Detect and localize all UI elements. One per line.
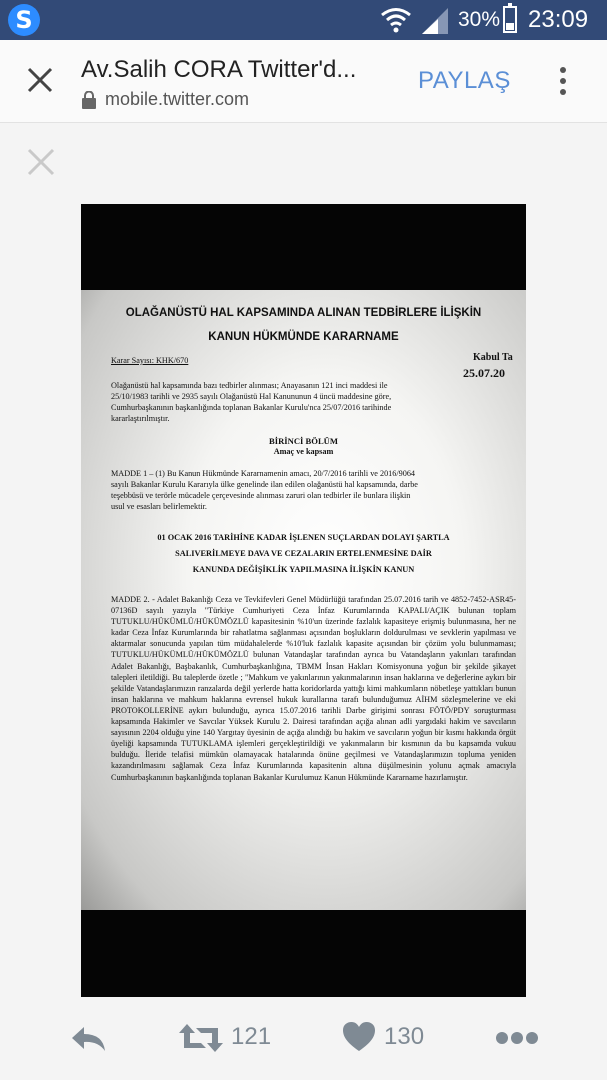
doc-madde1-2: sayılı Bakanlar Kurulu Kararıyla ülke genelinde ilan edilen olağanüstü hal kapsamında, darbe xyxy=(111,480,418,489)
doc-accept-date: 25.07.20 xyxy=(463,366,505,380)
battery-icon xyxy=(503,6,517,33)
browser-toolbar xyxy=(0,40,607,123)
doc-heading-1: OLAĞANÜSTÜ HAL KAPSAMINDA ALINAN TEDBİRLERE İLİŞKİN xyxy=(125,307,482,319)
heart-icon[interactable] xyxy=(342,1021,376,1053)
doc-intro-3: Cumhurbaşkanının başkanlığında toplanan Bakanlar Kurulu'nca 25/07/2016 tarihinde xyxy=(111,403,392,412)
share-button[interactable]: PAYLAŞ xyxy=(418,67,511,94)
retweet-icon[interactable] xyxy=(178,1022,224,1054)
signal-icon xyxy=(420,8,450,34)
clock: 23:09 xyxy=(528,6,589,33)
close-media-icon[interactable] xyxy=(27,148,55,176)
app-notification-icon: S xyxy=(8,4,40,36)
page-title: Av.Salih CORA Twitter'd... xyxy=(81,56,357,83)
wifi-icon xyxy=(380,6,412,34)
page-url: mobile.twitter.com xyxy=(105,89,250,109)
more-vert-icon[interactable] xyxy=(553,66,573,96)
doc-madde1-3: teşebbüsü ve terörle mücadele çerçevesinde alınması zaruri olan tedbirler ile bunlara ilişkin xyxy=(111,491,411,500)
doc-section-title: BİRİNCİ BÖLÜM xyxy=(269,436,338,446)
doc-decree-no: Karar Sayısı: KHK/670 xyxy=(111,356,189,365)
tweet-actions xyxy=(0,1005,607,1075)
like-count: 130 xyxy=(384,1023,425,1050)
doc-section-subtitle: Amaç ve kapsam xyxy=(273,447,334,456)
doc-heading-2: KANUN HÜKMÜNDE KARARNAME xyxy=(208,331,399,343)
status-bar xyxy=(0,0,607,40)
doc-madde1-1: MADDE 1 – (1) Bu Kanun Hükmünde Kararnamenin amacı, 20/7/2016 tarihli ve 2016/9064 xyxy=(111,469,416,478)
document-image xyxy=(81,290,526,910)
lock-icon xyxy=(81,91,97,109)
retweet-count: 121 xyxy=(231,1023,272,1050)
tweet-photo[interactable] xyxy=(81,204,526,997)
doc-intro-4: kararlaştırılmıştır. xyxy=(111,414,170,423)
doc-intro-2: 25/10/1983 tarihli ve 2935 sayılı Olağanüstü Hal Kanununun 4 üncü maddesine göre, xyxy=(111,392,392,401)
doc-title2-1: 01 OCAK 2016 TARİHİNE KADAR İŞLENEN SUÇLARDAN DOLAYI ŞARTLA xyxy=(157,533,450,542)
close-icon[interactable] xyxy=(26,66,54,94)
doc-intro-1: Olağanüstü hal kapsamında bazı tedbirler alınması; Anayasanın 121 inci maddesi ile xyxy=(111,381,388,390)
reply-icon[interactable] xyxy=(70,1025,108,1053)
doc-title2-2: SALIVERİLMEYE DAVA VE CEZALARIN ERTELENMESİNE DAİR xyxy=(175,549,432,558)
more-horiz-icon[interactable] xyxy=(495,1031,539,1045)
doc-title2-3: KANUNDA DEĞİŞİKLİK YAPILMASINA İLİŞKİN KANUN xyxy=(192,565,415,574)
doc-madde2-paragraph: MADDE 2. - Adalet Bakanlığı Ceza ve Tevkifevleri Genel Müdürlüğü tarafından 25.07.2016 tarih ve 4852-7452-ASR45-07136D sayılı yazıyla "Türkiye Cumhuriyeti Ceza İnfaz Kurumlarında KAPALI/AÇIK bulunan toplam TUTUKLU/HÜKÜMLÜ/HÜKÜMÖZLÜ kapasitesinin %10'un üzerinde fazlalık kapasiteye erişmiş bulunmasına, her ne kadar Ceza İnfaz Kurumlarında bir rahatlatma sağlanması açısından boşlukların doldurulması ve sevklerin yapılması ve aktarmalar sonucunda yapılan tüm müdahalelerde %10'luk fazlalık kapasite açısından bir çözüm yolu bulunmaması; TUTUKLU/HÜKÜMLÜ/HÜKÜMÖZLÜ bulunan Vatandaşlar tarafından ayrıca bu Vatandaşların yakınları tarafından Adalet Bakanlığı, Başbakanlık, Cumhurbaşkanlığına, TBMM İnsan Hakları Komisyonuna yoğun bir şekilde şikayet talepleri iletildiği. Bu taleplerde özetle ; "Mahkum ve yakınlarının yakınmalarının insan haklarına ve değerlerine aykırı bir şekilde Vatandaşlarımızın ranzalarda değil yerlerde hatta koridorlarda yattığı kimi mahkumların nöbetleşe yattıkları bunun insan haklarına ve mahkum haklarına evrensel hukuk kurallarına tarafı bulunduğumuz AİHM sözleşmelerine ve eki PROTOKOLLERİNE aykırı bulunduğu, ayrıca 15.07.2016 tarihli Darbe girişimi sonrası FÖTÖ/PDY soruşturması kapsamında Hakimler ve Savcılar Yüksek Kurulu 2. Dairesi tarafından açığa alınan adli yargıdaki hakim ve savcıların sayısının 2204 olduğu yine 140 Yargıtay üyesinin de açığa alındığı bu hakim ve savcıların yoğun bir kısmı hakkında örgüt üyeliği kapsamında TUTUKLAMA işlemleri gerçekleştirildiği ve yakınmaların bir kısmının da bu kapsamda vukuu bulduğu. İleride telafisi mümkün olamayacak hatalarında önüne geçilmesi ve Vatandaşlarımızın topluma yeniden kazandırılmasını sağlamak Ceza İnfaz Kurumlarında kapasitenin altına düşülmesinin yolunu açmak amacıyla Cumhurbaşkanının başkanlığında toplanan Bakanlar Kurulumuz Kanun Hükmünde Kararname hazırlamıştır. xyxy=(111,595,516,782)
battery-level xyxy=(506,23,514,30)
doc-accept-label: Kabul Ta xyxy=(473,352,513,363)
doc-madde1-4: usul ve esasları belirlemektir. xyxy=(111,502,207,511)
battery-percent: 30% xyxy=(458,8,501,31)
